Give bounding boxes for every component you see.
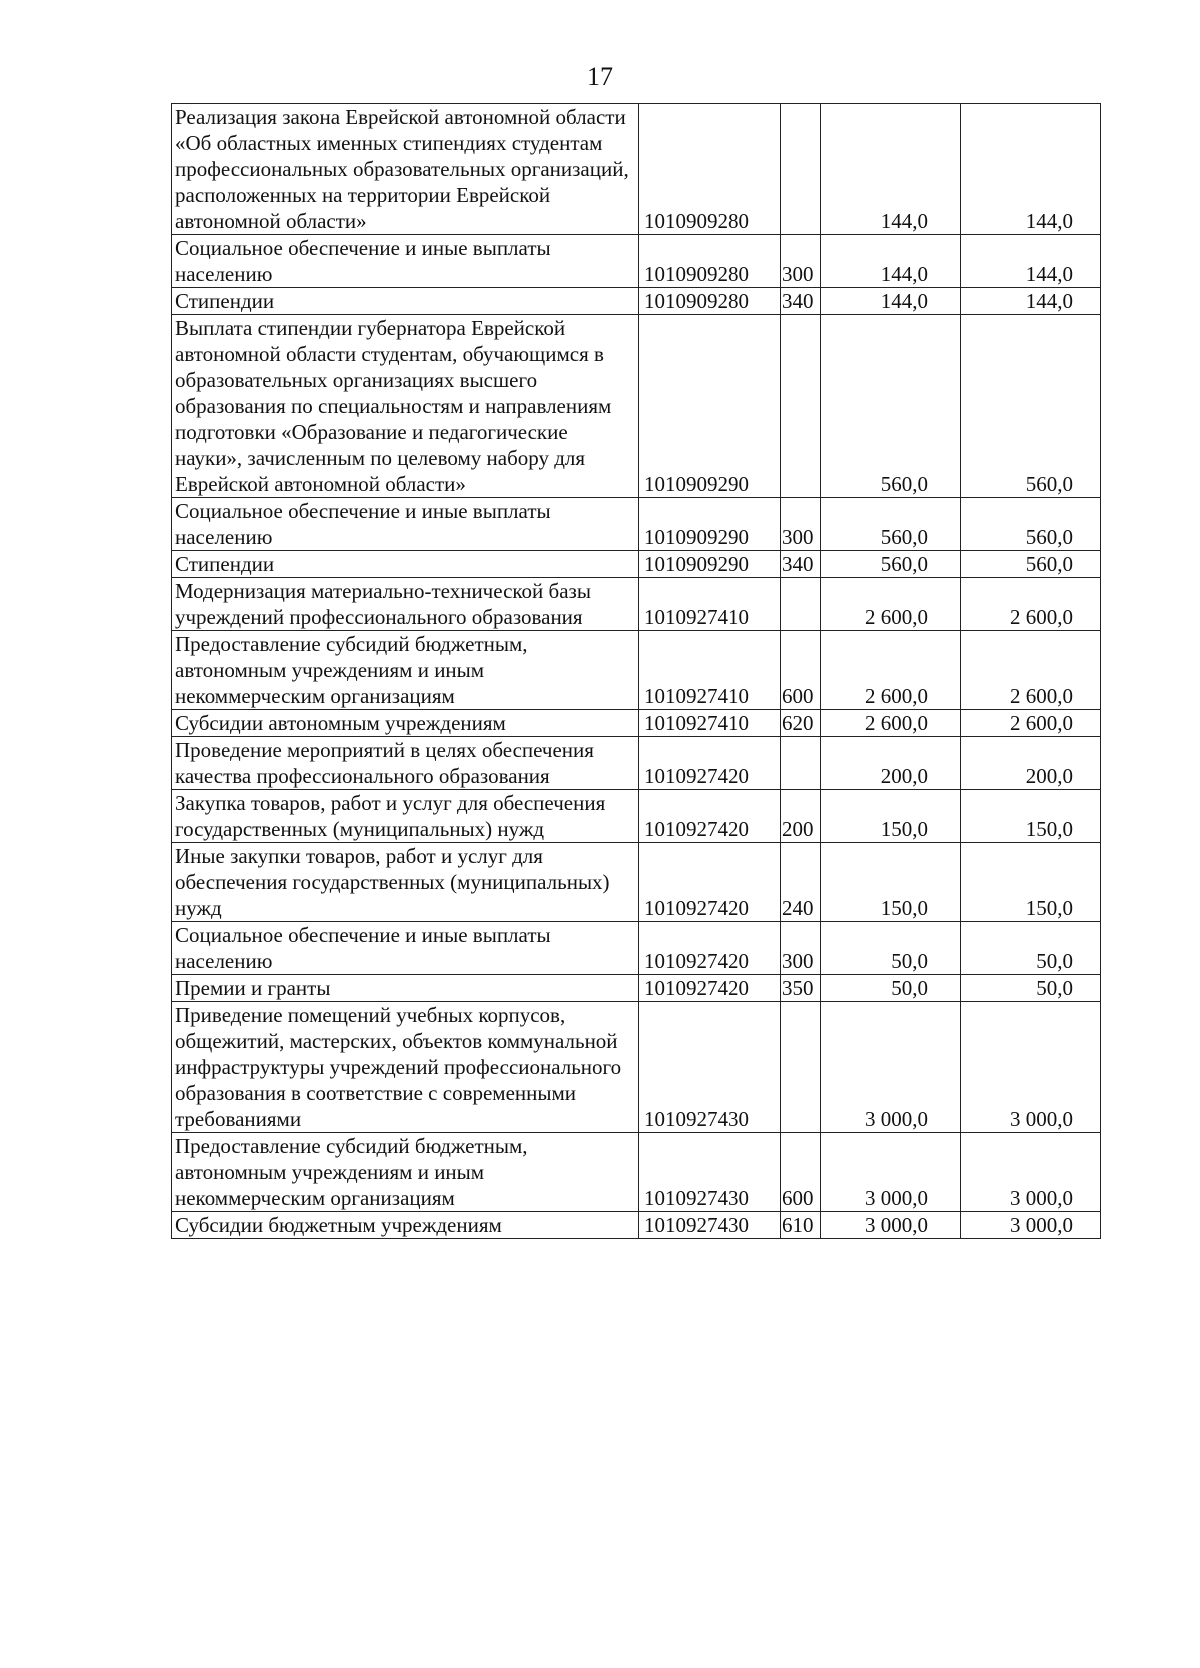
row-target-code: 1010927420 [639, 922, 781, 975]
row-sum-year-2: 3 000,0 [961, 1002, 1101, 1133]
row-sum-year-1: 144,0 [821, 288, 961, 315]
table-row [172, 1212, 1101, 1239]
row-name: Реализация закона Еврейской автономной области «Об областных именных стипендиях студентам профессиональных образовательных организаций, расположенных на территории Еврейской автономной области» [172, 104, 639, 235]
row-name: Стипендии [172, 288, 639, 315]
row-sum-year-1: 2 600,0 [821, 710, 961, 737]
row-sum-year-2: 144,0 [961, 288, 1101, 315]
row-sum-year-1: 560,0 [821, 315, 961, 498]
row-name: Социальное обеспечение и иные выплаты населению [172, 235, 639, 288]
table-row [172, 710, 1101, 737]
row-sum-year-2: 3 000,0 [961, 1212, 1101, 1239]
row-expense-type: 350 [781, 975, 821, 1002]
row-sum-year-1: 3 000,0 [821, 1212, 961, 1239]
row-name: Социальное обеспечение и иные выплаты населению [172, 922, 639, 975]
row-sum-year-1: 50,0 [821, 922, 961, 975]
row-name: Социальное обеспечение и иные выплаты населению [172, 498, 639, 551]
table-row [172, 315, 1101, 498]
row-expense-type: 610 [781, 1212, 821, 1239]
row-target-code: 1010927420 [639, 975, 781, 1002]
row-name: Закупка товаров, работ и услуг для обеспечения государственных (муниципальных) нужд [172, 790, 639, 843]
row-name: Выплата стипендии губернатора Еврейской автономной области студентам, обучающимся в образовательных организациях высшего образования по специальностям и направлениям подготовки «Образование и педагогические науки», зачисленным по целевому набору для Еврейской автономной области» [172, 315, 639, 498]
row-sum-year-1: 560,0 [821, 551, 961, 578]
row-sum-year-2: 150,0 [961, 790, 1101, 843]
row-sum-year-2: 3 000,0 [961, 1133, 1101, 1212]
row-expense-type [781, 1002, 821, 1133]
row-sum-year-2: 2 600,0 [961, 578, 1101, 631]
budget-table [171, 103, 1101, 1239]
row-name: Модернизация материально-технической базы учреждений профессионального образования [172, 578, 639, 631]
row-target-code: 1010909290 [639, 498, 781, 551]
row-sum-year-1: 150,0 [821, 790, 961, 843]
row-expense-type [781, 104, 821, 235]
row-name: Премии и гранты [172, 975, 639, 1002]
row-expense-type: 600 [781, 1133, 821, 1212]
row-sum-year-2: 2 600,0 [961, 631, 1101, 710]
row-sum-year-1: 144,0 [821, 104, 961, 235]
row-target-code: 1010927410 [639, 631, 781, 710]
row-target-code: 1010927430 [639, 1133, 781, 1212]
row-expense-type: 300 [781, 498, 821, 551]
row-sum-year-2: 200,0 [961, 737, 1101, 790]
row-sum-year-1: 3 000,0 [821, 1133, 961, 1212]
row-expense-type: 300 [781, 235, 821, 288]
row-target-code: 1010909280 [639, 104, 781, 235]
row-expense-type: 340 [781, 551, 821, 578]
table-row [172, 922, 1101, 975]
table-row [172, 104, 1101, 235]
row-expense-type [781, 737, 821, 790]
row-expense-type: 200 [781, 790, 821, 843]
row-sum-year-2: 150,0 [961, 843, 1101, 922]
table-row [172, 737, 1101, 790]
row-name: Предоставление субсидий бюджетным, автономным учреждениям и иным некоммерческим организациям [172, 1133, 639, 1212]
row-sum-year-1: 3 000,0 [821, 1002, 961, 1133]
page-number: 17 [587, 62, 613, 91]
row-target-code: 1010927410 [639, 710, 781, 737]
table-row [172, 1133, 1101, 1212]
table-row [172, 498, 1101, 551]
row-sum-year-1: 560,0 [821, 498, 961, 551]
table-row [172, 288, 1101, 315]
row-sum-year-1: 2 600,0 [821, 631, 961, 710]
row-sum-year-2: 560,0 [961, 498, 1101, 551]
table-row [172, 578, 1101, 631]
table-row [172, 551, 1101, 578]
row-target-code: 1010909290 [639, 315, 781, 498]
table-row [172, 1002, 1101, 1133]
table-row [172, 975, 1101, 1002]
row-target-code: 1010909290 [639, 551, 781, 578]
row-target-code: 1010927420 [639, 790, 781, 843]
row-target-code: 1010909280 [639, 288, 781, 315]
row-name: Стипендии [172, 551, 639, 578]
row-name: Субсидии бюджетным учреждениям [172, 1212, 639, 1239]
table-row [172, 235, 1101, 288]
table-row [172, 790, 1101, 843]
row-expense-type [781, 578, 821, 631]
row-sum-year-2: 50,0 [961, 975, 1101, 1002]
row-name: Проведение мероприятий в целях обеспечения качества профессионального образования [172, 737, 639, 790]
row-sum-year-1: 150,0 [821, 843, 961, 922]
row-sum-year-2: 50,0 [961, 922, 1101, 975]
row-name: Предоставление субсидий бюджетным, автономным учреждениям и иным некоммерческим организациям [172, 631, 639, 710]
row-sum-year-2: 144,0 [961, 235, 1101, 288]
row-target-code: 1010927420 [639, 737, 781, 790]
row-sum-year-2: 144,0 [961, 104, 1101, 235]
row-sum-year-2: 560,0 [961, 315, 1101, 498]
row-sum-year-2: 2 600,0 [961, 710, 1101, 737]
budget-table-body [172, 104, 1101, 1239]
row-target-code: 1010927420 [639, 843, 781, 922]
row-expense-type: 620 [781, 710, 821, 737]
row-target-code: 1010927430 [639, 1212, 781, 1239]
row-expense-type [781, 315, 821, 498]
row-expense-type: 240 [781, 843, 821, 922]
row-expense-type: 300 [781, 922, 821, 975]
table-row [172, 631, 1101, 710]
row-sum-year-1: 2 600,0 [821, 578, 961, 631]
row-target-code: 1010927410 [639, 578, 781, 631]
row-sum-year-2: 560,0 [961, 551, 1101, 578]
row-sum-year-1: 200,0 [821, 737, 961, 790]
budget-table-container [171, 103, 1101, 1239]
row-name: Иные закупки товаров, работ и услуг для обеспечения государственных (муниципальных) нужд [172, 843, 639, 922]
row-expense-type: 340 [781, 288, 821, 315]
row-sum-year-1: 50,0 [821, 975, 961, 1002]
row-name: Приведение помещений учебных корпусов, общежитий, мастерских, объектов коммунальной инфраструктуры учреждений профессионального образования в соответствие с современными требованиями [172, 1002, 639, 1133]
table-row [172, 843, 1101, 922]
row-target-code: 1010927430 [639, 1002, 781, 1133]
row-expense-type: 600 [781, 631, 821, 710]
row-name: Субсидии автономным учреждениям [172, 710, 639, 737]
row-sum-year-1: 144,0 [821, 235, 961, 288]
row-target-code: 1010909280 [639, 235, 781, 288]
